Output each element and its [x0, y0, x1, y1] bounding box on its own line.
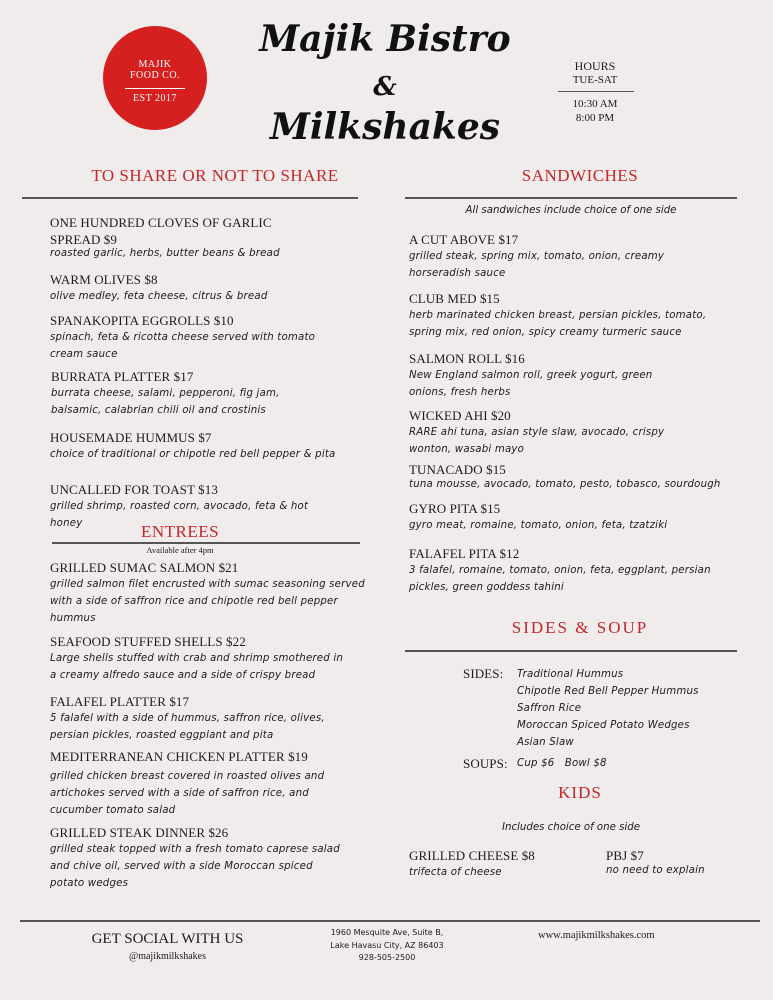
- sandwiches-note: All sandwiches include choice of one side: [465, 205, 677, 216]
- social-handle[interactable]: @majikmilkshakes: [129, 951, 206, 962]
- item-name: UNCALLED FOR TOAST $13: [50, 482, 218, 497]
- item-name: ONE HUNDRED CLOVES OF GARLIC SPREAD $9: [50, 215, 272, 247]
- item-name: A CUT ABOVE $17: [409, 232, 519, 247]
- menu-item: [50, 214, 300, 260]
- item-name: WARM OLIVES $8: [50, 272, 158, 287]
- address-line1: 1960 Mesquite Ave, Suite B,: [330, 928, 444, 937]
- soups-prices: Cup $6 Bowl $8: [517, 758, 607, 769]
- item-desc: tuna mousse, avocado, tomato, pesto, tobasco, sourdough: [409, 479, 721, 490]
- item-desc: olive medley, feta cheese, citrus & bread: [50, 291, 268, 302]
- menu-item: [606, 847, 756, 877]
- item-name: GYRO PITA $15: [409, 501, 501, 516]
- logo-divider: [125, 88, 185, 89]
- hours-open: 10:30 AM: [572, 98, 618, 110]
- item-desc: grilled shrimp, roasted corn, avocado, feta & hot honey: [50, 501, 309, 529]
- menu-item: [50, 312, 370, 363]
- menu-item: [409, 500, 729, 534]
- address-line2: Lake Havasu City, AZ 86403: [330, 940, 444, 950]
- logo: [103, 26, 207, 130]
- divider: [405, 650, 737, 652]
- menu-item: [50, 429, 370, 463]
- logo-line2: FOOD CO.: [129, 70, 181, 81]
- menu-item: [409, 407, 694, 458]
- side-item: Asian Slaw: [517, 737, 574, 748]
- menu-item: [409, 350, 684, 401]
- hours-days: TUE-SAT: [572, 74, 618, 86]
- section-entrees-heading: ENTREES: [140, 522, 220, 541]
- item-name: GRILLED CHEESE $8: [409, 848, 535, 863]
- sides-list: [517, 666, 699, 751]
- item-name: MEDITERRANEAN CHICKEN PLATTER $19: [50, 749, 308, 764]
- side-item: Saffron Rice: [517, 703, 582, 714]
- item-desc: herb marinated chicken breast, persian pickles, tomato, spring mix, red onion, spicy creamy turmeric sauce: [409, 310, 707, 338]
- hours-divider: [558, 91, 634, 92]
- divider: [22, 197, 358, 199]
- item-desc: 3 falafel, romaine, tomato, onion, feta, eggplant, persian pickles, green goddess tahini: [409, 565, 711, 593]
- section-sandwiches-heading: SANDWICHES: [521, 166, 639, 185]
- section-sides-heading: SIDES & SOUP: [511, 618, 649, 637]
- phone[interactable]: 928-505-2500: [358, 953, 416, 962]
- item-name: FALAFEL PITA $12: [409, 546, 520, 561]
- item-desc: spinach, feta & ricotta cheese served with tomato cream sauce: [50, 332, 316, 360]
- item-desc: New England salmon roll, greek yogurt, green onions, fresh herbs: [409, 370, 653, 398]
- website-link[interactable]: www.majikmilkshakes.com: [538, 930, 655, 941]
- menu-item: [409, 545, 739, 596]
- item-desc: grilled chicken breast covered in roasted olives and artichokes served with a side of saffron rice, and cucumber tomato salad: [50, 771, 325, 816]
- social-heading: GET SOCIAL WITH US: [91, 931, 244, 947]
- logo-est: EST 2017: [132, 93, 178, 104]
- item-name: HOUSEMADE HUMMUS $7: [50, 430, 212, 445]
- item-desc: burrata cheese, salami, pepperoni, fig jam, balsamic, calabrian chili oil and crostinis: [51, 388, 280, 416]
- item-desc: Large shells stuffed with crab and shrimp smothered in a creamy alfredo sauce and a side of crispy bread: [50, 653, 344, 681]
- hours-close: 8:00 PM: [575, 112, 615, 124]
- menu-item: [50, 633, 350, 684]
- menu-item: [409, 847, 589, 881]
- menu-item: [50, 559, 370, 627]
- hours-label: HOURS: [574, 59, 616, 73]
- item-name: SEAFOOD STUFFED SHELLS $22: [50, 634, 246, 649]
- item-name: CLUB MED $15: [409, 291, 500, 306]
- title-ampersand: &: [373, 72, 397, 102]
- item-name: SPANAKOPITA EGGROLLS $10: [50, 313, 234, 328]
- soups-label: SOUPS:: [463, 756, 508, 771]
- item-name: TUNACADO $15: [409, 462, 506, 477]
- side-item: Chipotle Red Bell Pepper Hummus: [517, 686, 699, 697]
- item-desc: choice of traditional or chipotle red bell pepper & pita: [50, 449, 336, 460]
- section-kids-heading: KIDS: [558, 783, 602, 802]
- item-name: SALMON ROLL $16: [409, 351, 525, 366]
- item-desc: grilled steak topped with a fresh tomato caprese salad and chive oil, served with a side Moroccan spiced potato wedges: [50, 844, 340, 889]
- item-desc: roasted garlic, herbs, butter beans & bread: [50, 248, 280, 259]
- item-desc: grilled salmon filet encrusted with sumac seasoning served with a side of saffron rice and chipotle red bell pepper hummus: [50, 579, 365, 624]
- menu-item: [50, 271, 370, 305]
- menu-item: [51, 368, 371, 419]
- restaurant-title: Majik Bistro: [259, 18, 511, 60]
- item-desc: trifecta of cheese: [409, 867, 502, 878]
- divider: [405, 197, 737, 199]
- menu-item: [50, 748, 350, 819]
- entrees-note: Available after 4pm: [146, 545, 214, 555]
- sides-label: SIDES:: [463, 666, 504, 681]
- menu-item: [409, 290, 729, 341]
- item-name: WICKED AHI $20: [409, 408, 511, 423]
- item-name: PBJ $7: [606, 848, 644, 863]
- item-name: FALAFEL PLATTER $17: [50, 694, 190, 709]
- item-desc: RARE ahi tuna, asian style slaw, avocado, crispy wonton, wasabi mayo: [409, 427, 665, 455]
- menu-item: [50, 693, 350, 744]
- kids-note: Includes choice of one side: [502, 822, 640, 833]
- side-item: Moroccan Spiced Potato Wedges: [517, 720, 690, 731]
- divider: [52, 542, 360, 544]
- section-share-heading: TO SHARE OR NOT TO SHARE: [91, 166, 339, 185]
- item-name: BURRATA PLATTER $17: [51, 369, 194, 384]
- item-name: GRILLED STEAK DINNER $26: [50, 825, 229, 840]
- item-desc: gyro meat, romaine, tomato, onion, feta, tzatziki: [409, 520, 668, 531]
- footer-divider: [20, 920, 760, 922]
- logo-line1: MAJIK: [138, 59, 172, 70]
- item-desc: 5 falafel with a side of hummus, saffron rice, olives, persian pickles, roasted eggplant and pita: [50, 713, 325, 741]
- menu-item: [409, 231, 689, 282]
- address-block: [322, 927, 452, 965]
- menu-item: [50, 824, 340, 892]
- side-item: Traditional Hummus: [517, 669, 624, 680]
- item-desc: no need to explain: [606, 865, 705, 876]
- item-name: GRILLED SUMAC SALMON $21: [50, 560, 239, 575]
- item-desc: grilled steak, spring mix, tomato, onion, creamy horseradish sauce: [409, 251, 665, 279]
- menu-item: [409, 461, 749, 491]
- restaurant-title-2: Milkshakes: [269, 106, 501, 148]
